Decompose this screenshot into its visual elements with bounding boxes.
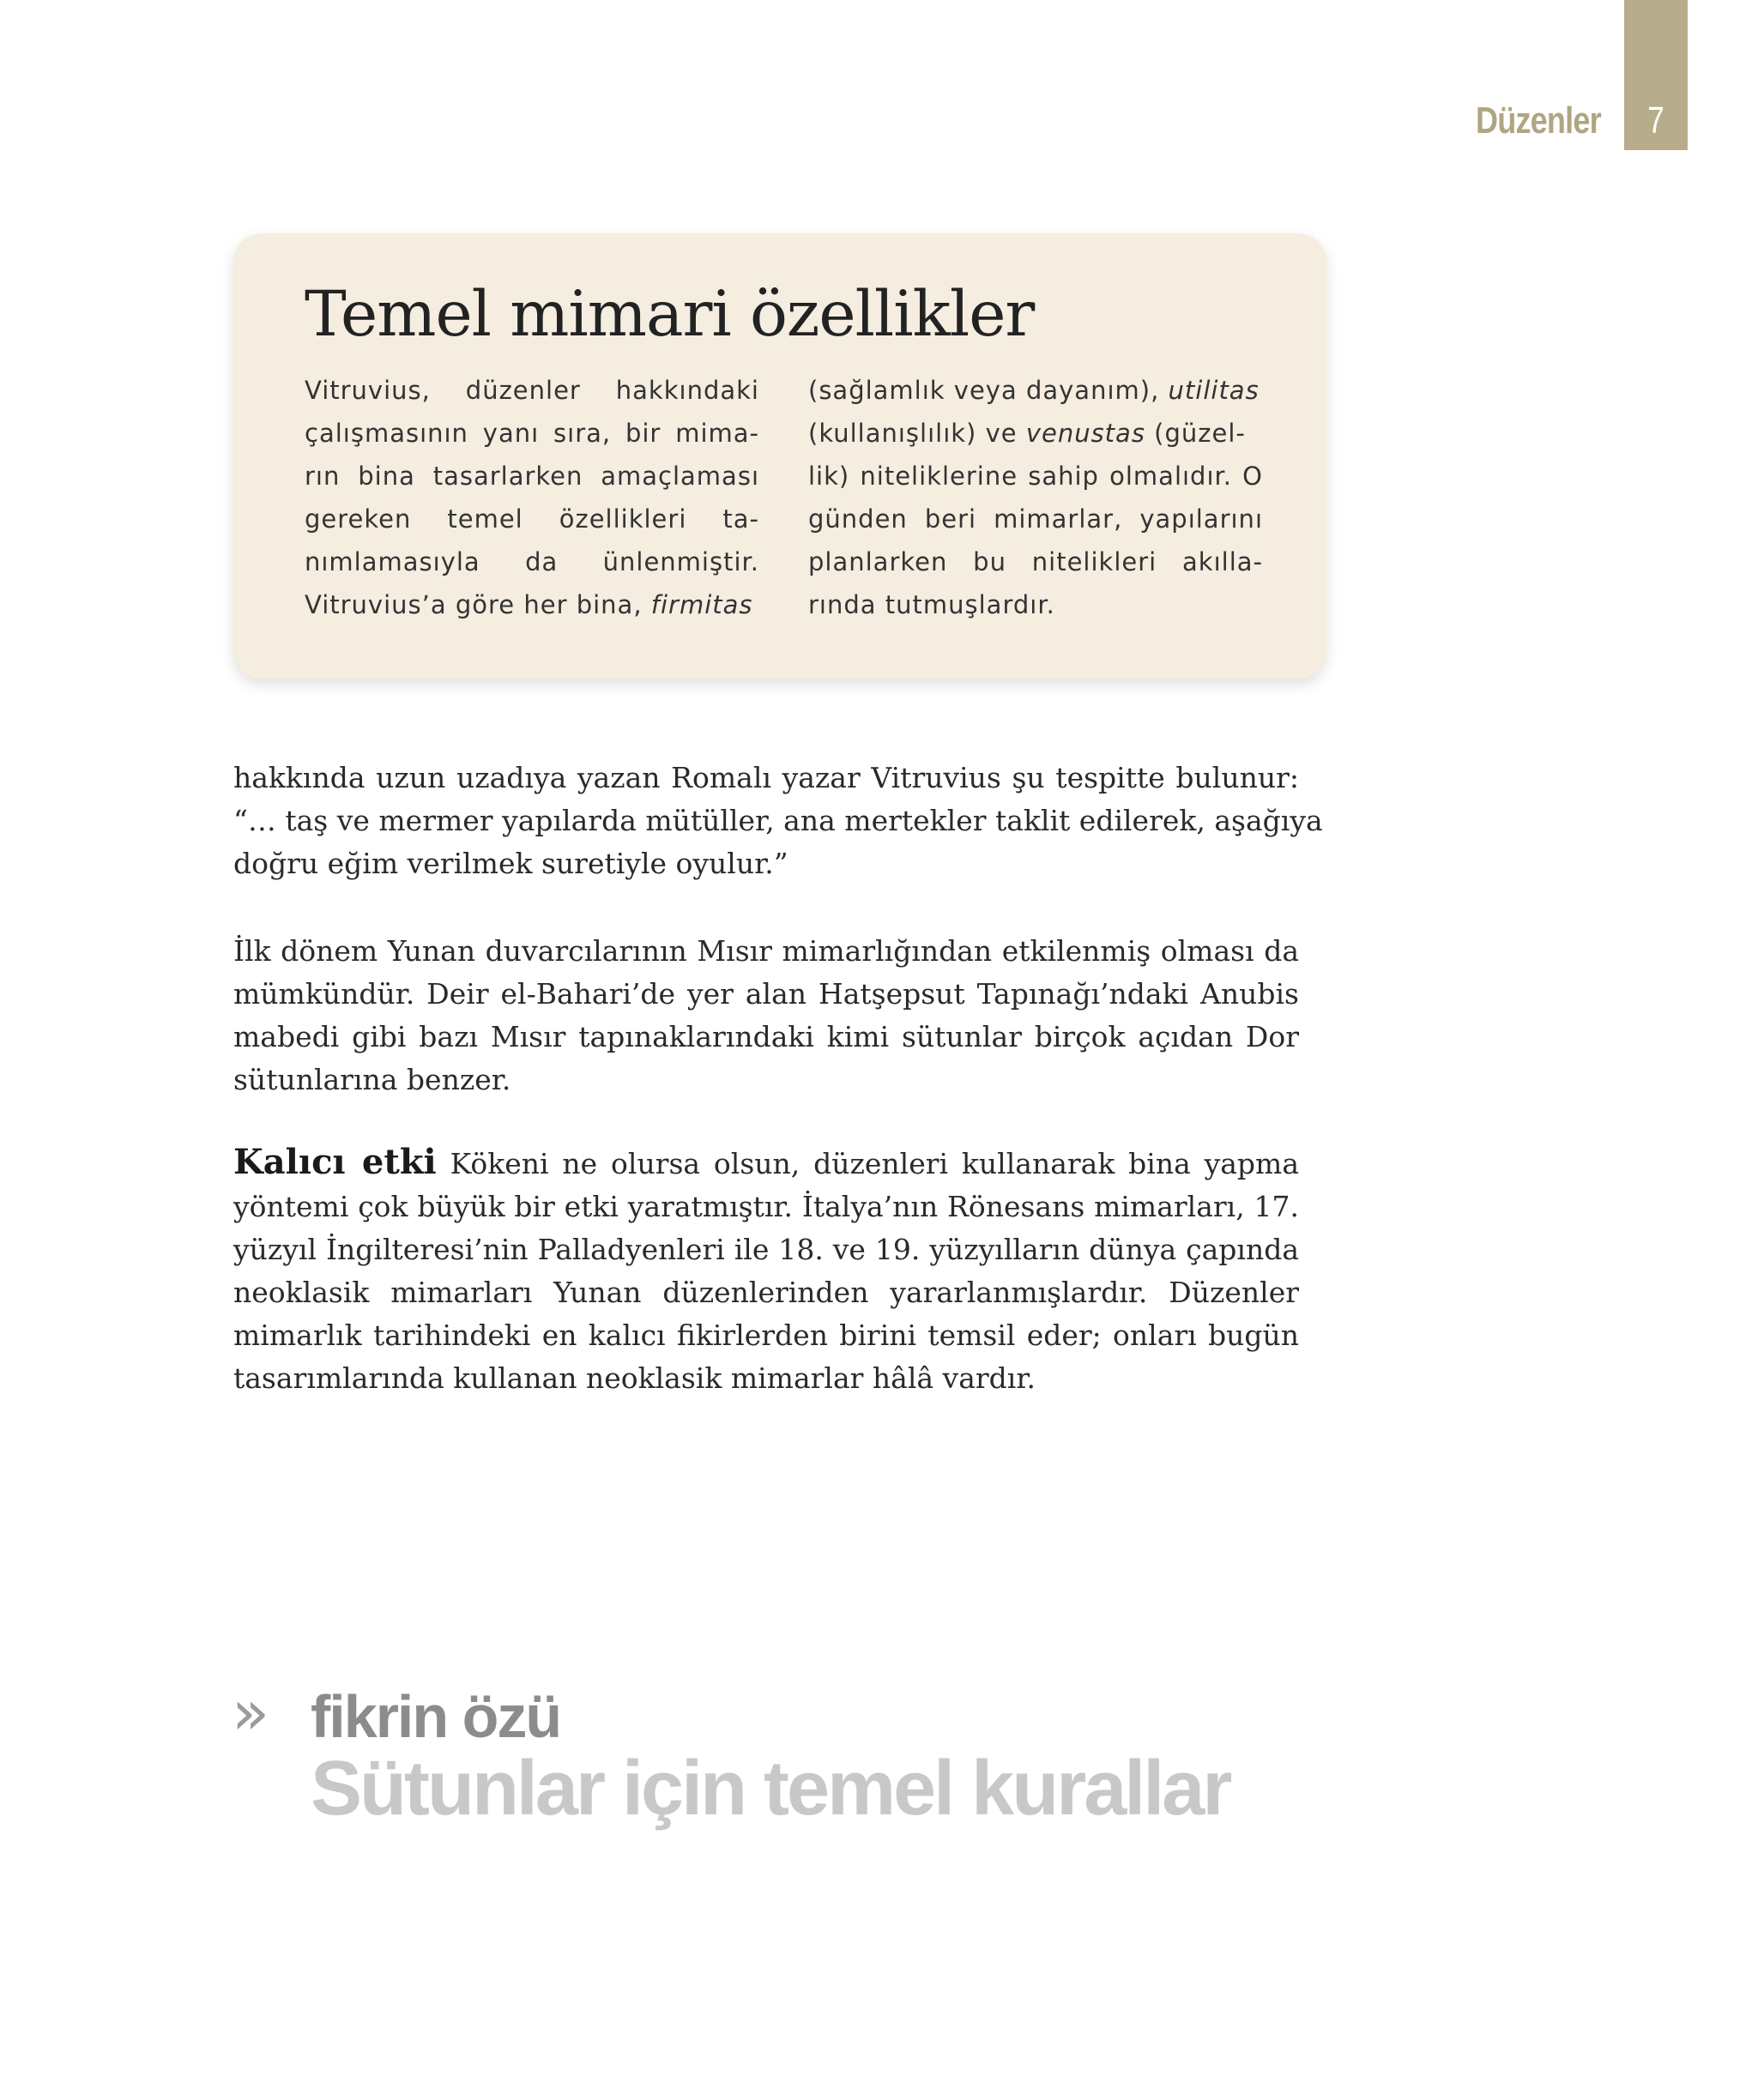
body-line: tasarımlarında kullanan neoklasik mimarlar hâlâ vardır. (233, 1361, 1036, 1395)
sidebar-text: (sağlamlık veya dayanım), (808, 376, 1169, 405)
body-paragraph-3 (233, 1141, 1299, 1400)
sidebar-text: (kullanışlılık) ve (808, 419, 1026, 448)
sidebar-box (233, 233, 1326, 679)
term-utilitas: utilitas (1168, 376, 1260, 405)
sidebar-line: günden beri mimarlar, yapılarını (808, 504, 1263, 534)
sidebar-text: Vitruvius’a göre her bina, (305, 590, 651, 619)
essence-title: Sütunlar için temel kurallar (311, 1746, 1230, 1832)
sidebar-line (808, 369, 1263, 412)
body-paragraph-1 (233, 757, 1323, 885)
sidebar-line: gereken temel özellikleri ta- (305, 504, 759, 534)
essence-label: fikrin özü (311, 1683, 561, 1750)
term-firmitas: firmitas (650, 590, 753, 619)
run-in-heading: Kalıcı etki (233, 1142, 437, 1182)
running-head: Düzenler (1476, 100, 1601, 142)
double-chevron-icon: » (232, 1676, 270, 1748)
body-paragraph-2 (233, 930, 1299, 1101)
sidebar-left-column (305, 369, 759, 626)
sidebar-line: nımlamasıyla da ünlenmiştir. (305, 547, 759, 576)
sidebar-text: (güzel- (1145, 419, 1246, 448)
body-line: İlk dönem Yunan duvarcılarının Mısır mimarlığından etkilenmiş olması da (233, 934, 1299, 968)
body-text: Kökeni ne olursa olsun, düzenleri kullanarak bina yapma (436, 1147, 1300, 1180)
term-venustas: venustas (1025, 419, 1145, 448)
sidebar-line (305, 583, 759, 626)
sidebar-line: planlarken bu nitelikleri akılla- (808, 547, 1263, 576)
sidebar-line (808, 412, 1263, 455)
body-line: mimarlık tarihindeki en kalıcı fikirlerden birini temsil eder; onları bugün (233, 1319, 1299, 1352)
body-line: sütunlarına benzer. (233, 1063, 511, 1096)
body-line: mümkündür. Deir el-Bahari’de yer alan Hatşepsut Tapınağı’ndaki Anubis (233, 977, 1299, 1011)
sidebar-title: Temel mimari özellikler (305, 278, 1035, 351)
body-line: “… taş ve mermer yapılarda mütüller, ana mertekler taklit edilerek, aşağıya (233, 804, 1323, 837)
sidebar-line: Vitruvius, düzenler hakkındaki (305, 376, 759, 405)
body-line: hakkında uzun uzadıya yazan Romalı yazar Vitruvius şu tespitte bulunur: (233, 761, 1299, 794)
sidebar-line: çalışmasının yanı sıra, bir mima- (305, 419, 759, 448)
body-line: mabedi gibi bazı Mısır tapınaklarındaki kimi sütunlar birçok açıdan Dor (233, 1020, 1299, 1053)
body-line (233, 1141, 1299, 1186)
body-line: yöntemi çok büyük bir etki yaratmıştır. İtalya’nın Rönesans mimarları, 17. (233, 1190, 1299, 1223)
body-line: doğru eğim verilmek suretiyle oyulur.” (233, 847, 788, 880)
sidebar-right-column (808, 369, 1263, 626)
body-line: yüzyıl İngilteresi’nin Palladyenleri ile 18. ve 19. yüzyılların dünya çapında (233, 1233, 1299, 1266)
sidebar-line: lik) niteliklerine sahip olmalıdır. O (808, 462, 1263, 491)
page-number: 7 (1647, 100, 1664, 142)
sidebar-line: rında tutmuşlardır. (808, 590, 1055, 619)
body-line: neoklasik mimarları Yunan düzenlerinden yararlanmışlardır. Düzenler (233, 1276, 1299, 1309)
sidebar-line: rın bina tasarlarken amaçlaması (305, 462, 759, 491)
